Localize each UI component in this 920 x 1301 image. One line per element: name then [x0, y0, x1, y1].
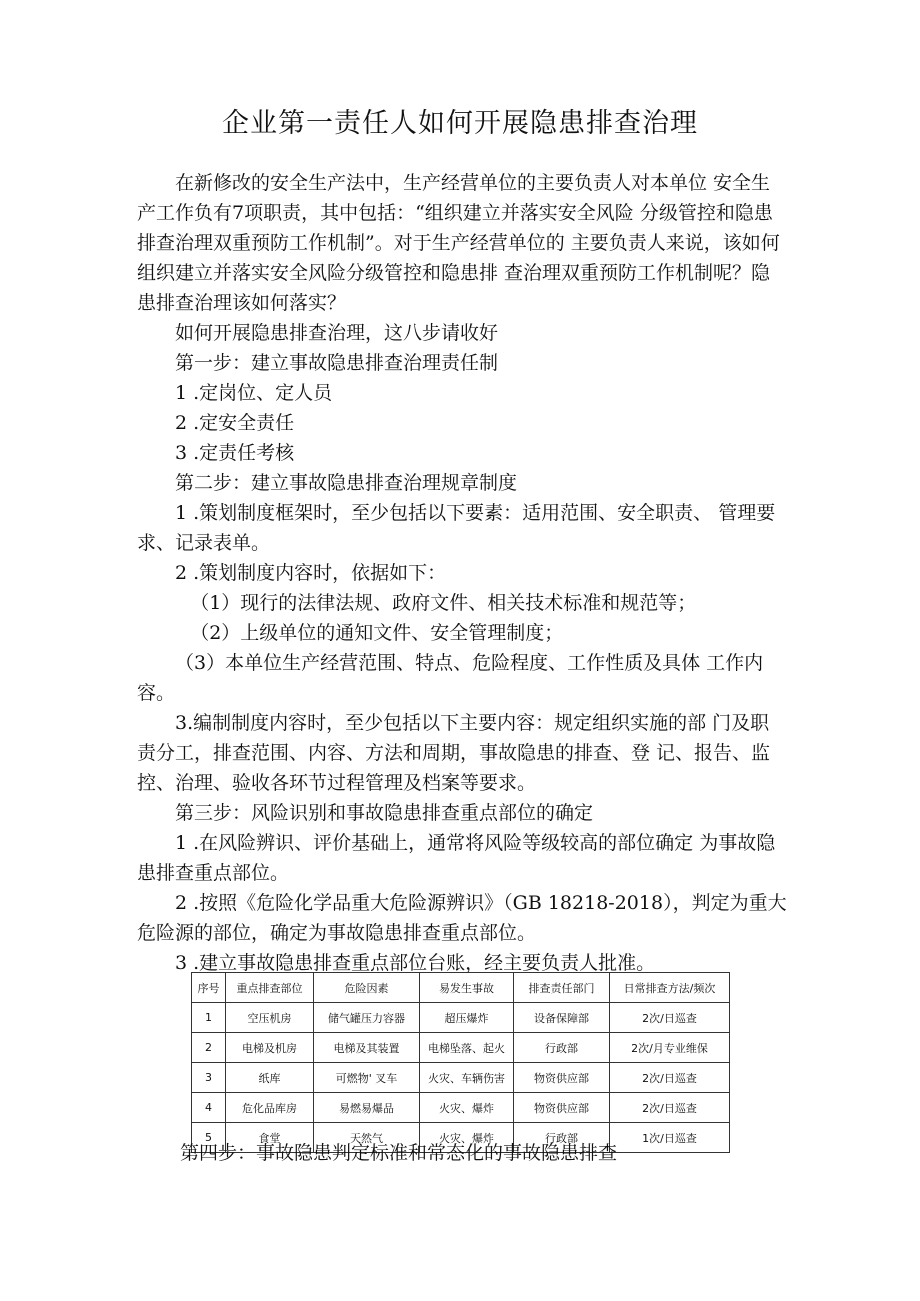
- steps-intro: 如何开展隐患排查治理，这八步请收好: [175, 322, 499, 344]
- table-cell-accident: 火灾、爆炸: [420, 1093, 514, 1123]
- table-cell-accident: 电梯坠落、起火: [420, 1033, 514, 1063]
- step-two-source-1: （1）现行的法律法规、政府文件、相关技术标准和规范等；: [190, 592, 697, 614]
- step-one-item-1: 1 .定岗位、定人员: [175, 382, 333, 404]
- table-cell-location: 纸库: [226, 1063, 314, 1093]
- table-row: [192, 1033, 730, 1063]
- step-two-source-3: （3）本单位生产经营范围、特点、危险程度、工作性质及具体 工作内容。: [137, 652, 764, 704]
- table-cell-location: 电梯及机房: [226, 1033, 314, 1063]
- table-cell-accident: 火灾、爆炸: [420, 1123, 514, 1153]
- step-three-item-1: 1 .在风险辨识、评价基础上，通常将风险等级较高的部位确定 为事故隐患排查重点部位。: [137, 832, 776, 884]
- table-cell-hazard: 天然气: [314, 1123, 420, 1153]
- table-header-row: [192, 973, 730, 1003]
- table-cell-accident: 超压爆炸: [420, 1003, 514, 1033]
- table-cell-location: 食堂: [226, 1123, 314, 1153]
- table-header-index: 序号: [192, 973, 226, 1003]
- table-cell-method: 1次/日巡查: [610, 1123, 730, 1153]
- step-three-heading: 第三步：风险识别和事故隐患排查重点部位的确定: [175, 802, 594, 824]
- table-cell-index: 4: [192, 1093, 226, 1123]
- step-one-item-2: 2 .定安全责任: [175, 412, 295, 434]
- table-cell-method: 2次/日巡查: [610, 1093, 730, 1123]
- table-cell-hazard: 可燃物' 叉车: [314, 1063, 420, 1093]
- table-cell-hazard: 电梯及其装置: [314, 1033, 420, 1063]
- key-location-table: [191, 972, 730, 1153]
- step-two-source-2: （2）上级单位的通知文件、安全管理制度；: [190, 622, 564, 644]
- step-one-item-3: 3 .定责任考核: [175, 442, 295, 464]
- step-two-item-3: 3.编制制度内容时，至少包括以下主要内容：规定组织实施的部 门及职责分工，排查范围、内容、方法和周期，事故隐患的排查、登 记、报告、监控、治理、验收各环节过程管理及档案等要求。: [137, 712, 771, 794]
- table-cell-department: 物资供应部: [514, 1093, 610, 1123]
- step-two-item-1: 1 .策划制度框架时，至少包括以下要素：适用范围、安全职责、 管理要求、记录表单。: [137, 502, 776, 554]
- table-cell-location: 危化品库房: [226, 1093, 314, 1123]
- table-cell-method: 2次/日巡查: [610, 1003, 730, 1033]
- document-body: [137, 168, 787, 978]
- table-cell-department: 行政部: [514, 1123, 610, 1153]
- table-cell-department: 设备保障部: [514, 1003, 610, 1033]
- table-row: [192, 1063, 730, 1093]
- table-cell-index: 1: [192, 1003, 226, 1033]
- table-row: [192, 1093, 730, 1123]
- table-cell-index: 3: [192, 1063, 226, 1093]
- table-cell-method: 2次/月专业维保: [610, 1033, 730, 1063]
- table-cell-index: 5: [192, 1123, 226, 1153]
- table-cell-hazard: 易燃易爆品: [314, 1093, 420, 1123]
- step-one-heading: 第一步：建立事故隐患排查治理责任制: [175, 352, 499, 374]
- table-cell-hazard: 储气罐压力容器: [314, 1003, 420, 1033]
- table-header-method: 日常排查方法/频次: [610, 973, 730, 1003]
- table-header-location: 重点排查部位: [226, 973, 314, 1003]
- table-header-hazard: 危险因素: [314, 973, 420, 1003]
- table-cell-method: 2次/日巡查: [610, 1063, 730, 1093]
- step-three-item-3: 3 .建立事故隐患排查重点部位台账，经主要负责人批准。: [175, 952, 656, 974]
- table-row: [192, 1003, 730, 1033]
- key-location-table-wrapper: [191, 972, 729, 1153]
- table-header-department: 排查责任部门: [514, 973, 610, 1003]
- step-two-heading: 第二步：建立事故隐患排查治理规章制度: [175, 472, 518, 494]
- table-cell-index: 2: [192, 1033, 226, 1063]
- table-cell-department: 物资供应部: [514, 1063, 610, 1093]
- table-cell-location: 空压机房: [226, 1003, 314, 1033]
- table-cell-department: 行政部: [514, 1033, 610, 1063]
- document-title: 企业第一责任人如何开展隐患排查治理: [222, 108, 698, 139]
- intro-paragraph: 在新修改的安全生产法中，生产经营单位的主要负责人对本单位 安全生产工作负有7项职责，其中包括：“组织建立并落实安全风险 分级管控和隐患排查治理双重预防工作机制”。对于生产经营单位的 主要负责人来说，该如何组织建立并落实安全风险分级管控和隐患排 查治理双重预防工作机制呢？隐患排查治理该如何落实？: [137, 172, 780, 314]
- table-cell-accident: 火灾、车辆伤害: [420, 1063, 514, 1093]
- table-header-accident: 易发生事故: [420, 973, 514, 1003]
- step-three-item-2: 2 .按照《危险化学品重大危险源辨识》（GB 18218-2018），判定为重大危险源的部位，确定为事故隐患排查重点部位。: [137, 892, 787, 944]
- step-two-item-2: 2 .策划制度内容时，依据如下：: [175, 562, 447, 584]
- step-four-heading: 第四步：事故隐患判定标准和常态化的事故隐患排查: [180, 1142, 618, 1164]
